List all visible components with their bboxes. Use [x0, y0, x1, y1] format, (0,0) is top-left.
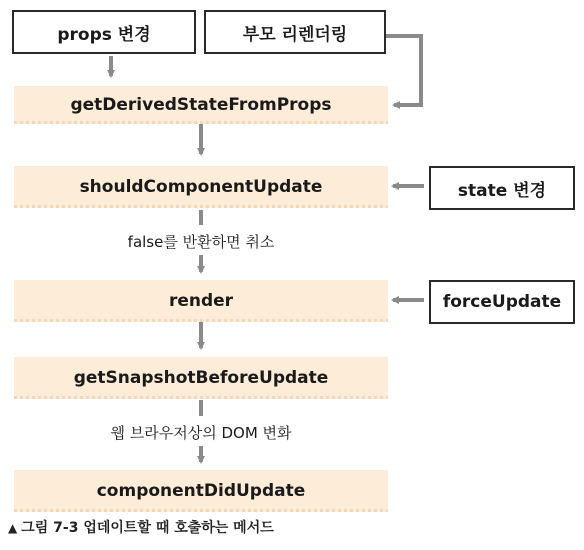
caption-marker: ▲: [8, 521, 18, 535]
false-cancel-note: false를 반환하면 취소: [124, 231, 279, 252]
state-change-label: state 변경: [457, 180, 547, 201]
parent-rerender-box: [204, 10, 386, 54]
arrow-parent-to-derived: [386, 36, 421, 105]
should-update-box: [14, 166, 388, 208]
get-derived-state-label: getDerivedStateFromProps: [70, 95, 332, 115]
force-update-label: forceUpdate: [442, 292, 562, 312]
did-update-box: [14, 470, 388, 512]
dom-change-note: 웹 브라우저상의 DOM 변화: [106, 422, 295, 443]
should-update-label: shouldComponentUpdate: [79, 177, 323, 197]
get-snapshot-box: [14, 357, 388, 399]
did-update-label: componentDidUpdate: [96, 481, 306, 501]
props-change-box: [12, 10, 196, 54]
render-label: render: [168, 291, 234, 311]
force-update-box: [429, 280, 575, 324]
parent-rerender-label: 부모 리렌더링: [242, 24, 348, 45]
caption-text: 그림 7-3 업데이트할 때 호출하는 메서드: [21, 520, 274, 536]
figure-caption: [8, 517, 274, 537]
state-change-box: [429, 166, 575, 210]
get-derived-state-box: [14, 86, 388, 124]
render-box: [14, 280, 388, 322]
props-change-label: props 변경: [57, 24, 151, 45]
get-snapshot-label: getSnapshotBeforeUpdate: [73, 368, 329, 388]
